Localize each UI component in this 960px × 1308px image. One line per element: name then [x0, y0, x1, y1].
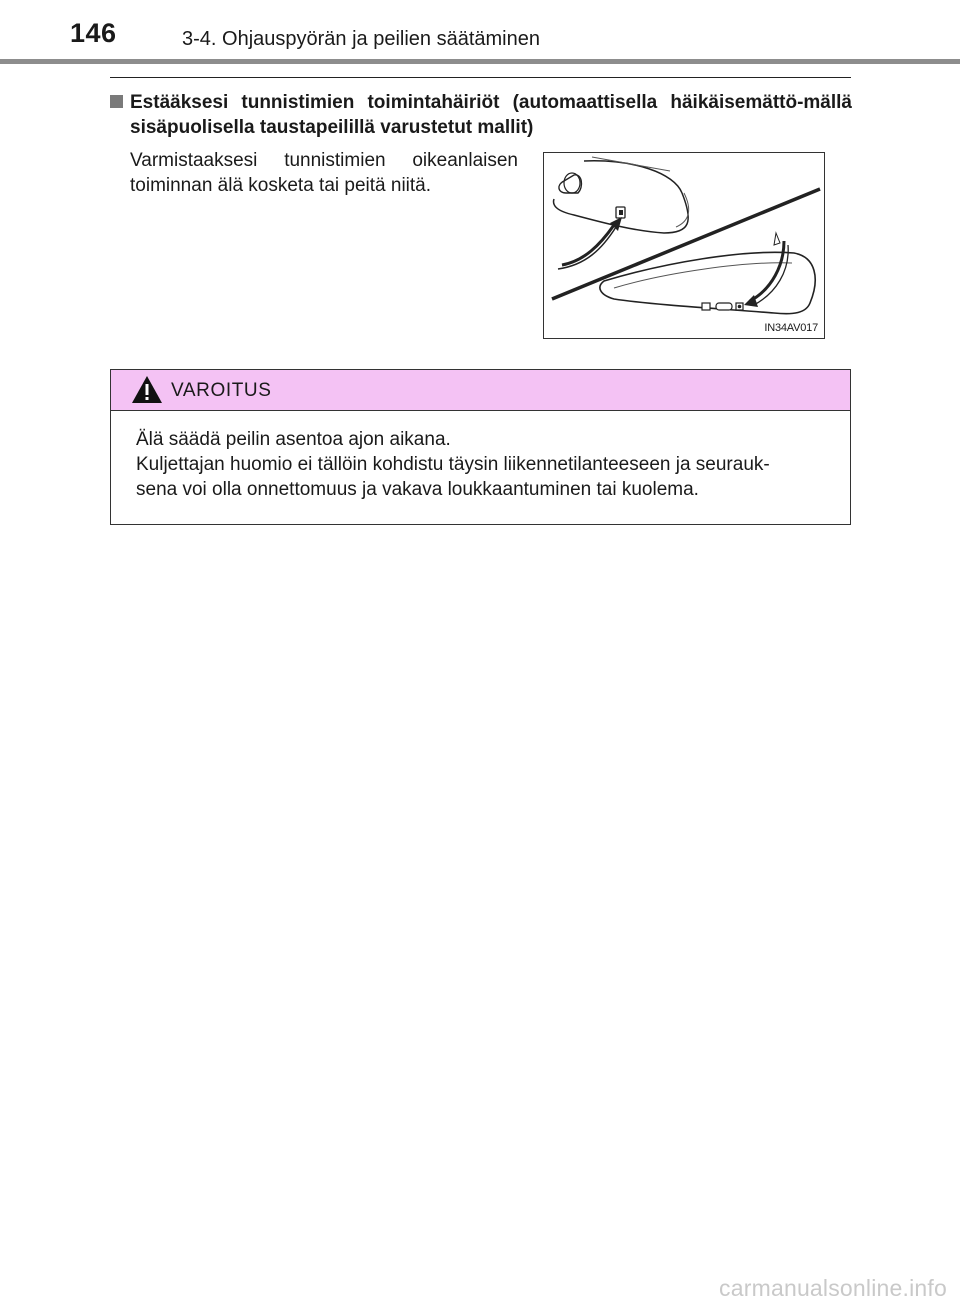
- warning-title: VAROITUS: [171, 380, 272, 401]
- warning-header: [111, 370, 850, 411]
- warning-line: sena voi olla onnettomuus ja vakava loukkaantuminen tai kuolema.: [136, 479, 699, 500]
- warning-line: Kuljettajan huomio ei tällöin kohdistu täysin liikennetilanteeseen ja seurauk-: [136, 454, 770, 475]
- square-bullet-icon: [110, 95, 123, 108]
- section-title: 3-4. Ohjauspyörän ja peilien säätäminen: [182, 28, 540, 50]
- warning-triangle-icon: [131, 375, 163, 404]
- warning-text: [136, 427, 836, 502]
- body-paragraph: Varmistaaksesi tunnistimien oikeanlaisen toiminnan älä kosketa tai peitä niitä.: [130, 150, 518, 196]
- watermark: carmanualsonline.info: [719, 1275, 947, 1301]
- section-divider: [110, 77, 851, 78]
- page-number: 146: [70, 18, 117, 48]
- mirror-illustration-drawing: [544, 153, 825, 339]
- header-divider: [0, 59, 960, 64]
- mirror-sensor-illustration: [543, 152, 825, 339]
- subsection-heading: Estääksesi tunnistimien toimintahäiriöt (automaattisella häikäisemättö-mällä sisäpuolisella taustapeilillä varustetut mallit): [130, 92, 852, 138]
- warning-box: [110, 369, 851, 525]
- figure-code: IN34AV017: [764, 322, 818, 334]
- warning-line: Älä säädä peilin asentoa ajon aikana.: [136, 429, 451, 450]
